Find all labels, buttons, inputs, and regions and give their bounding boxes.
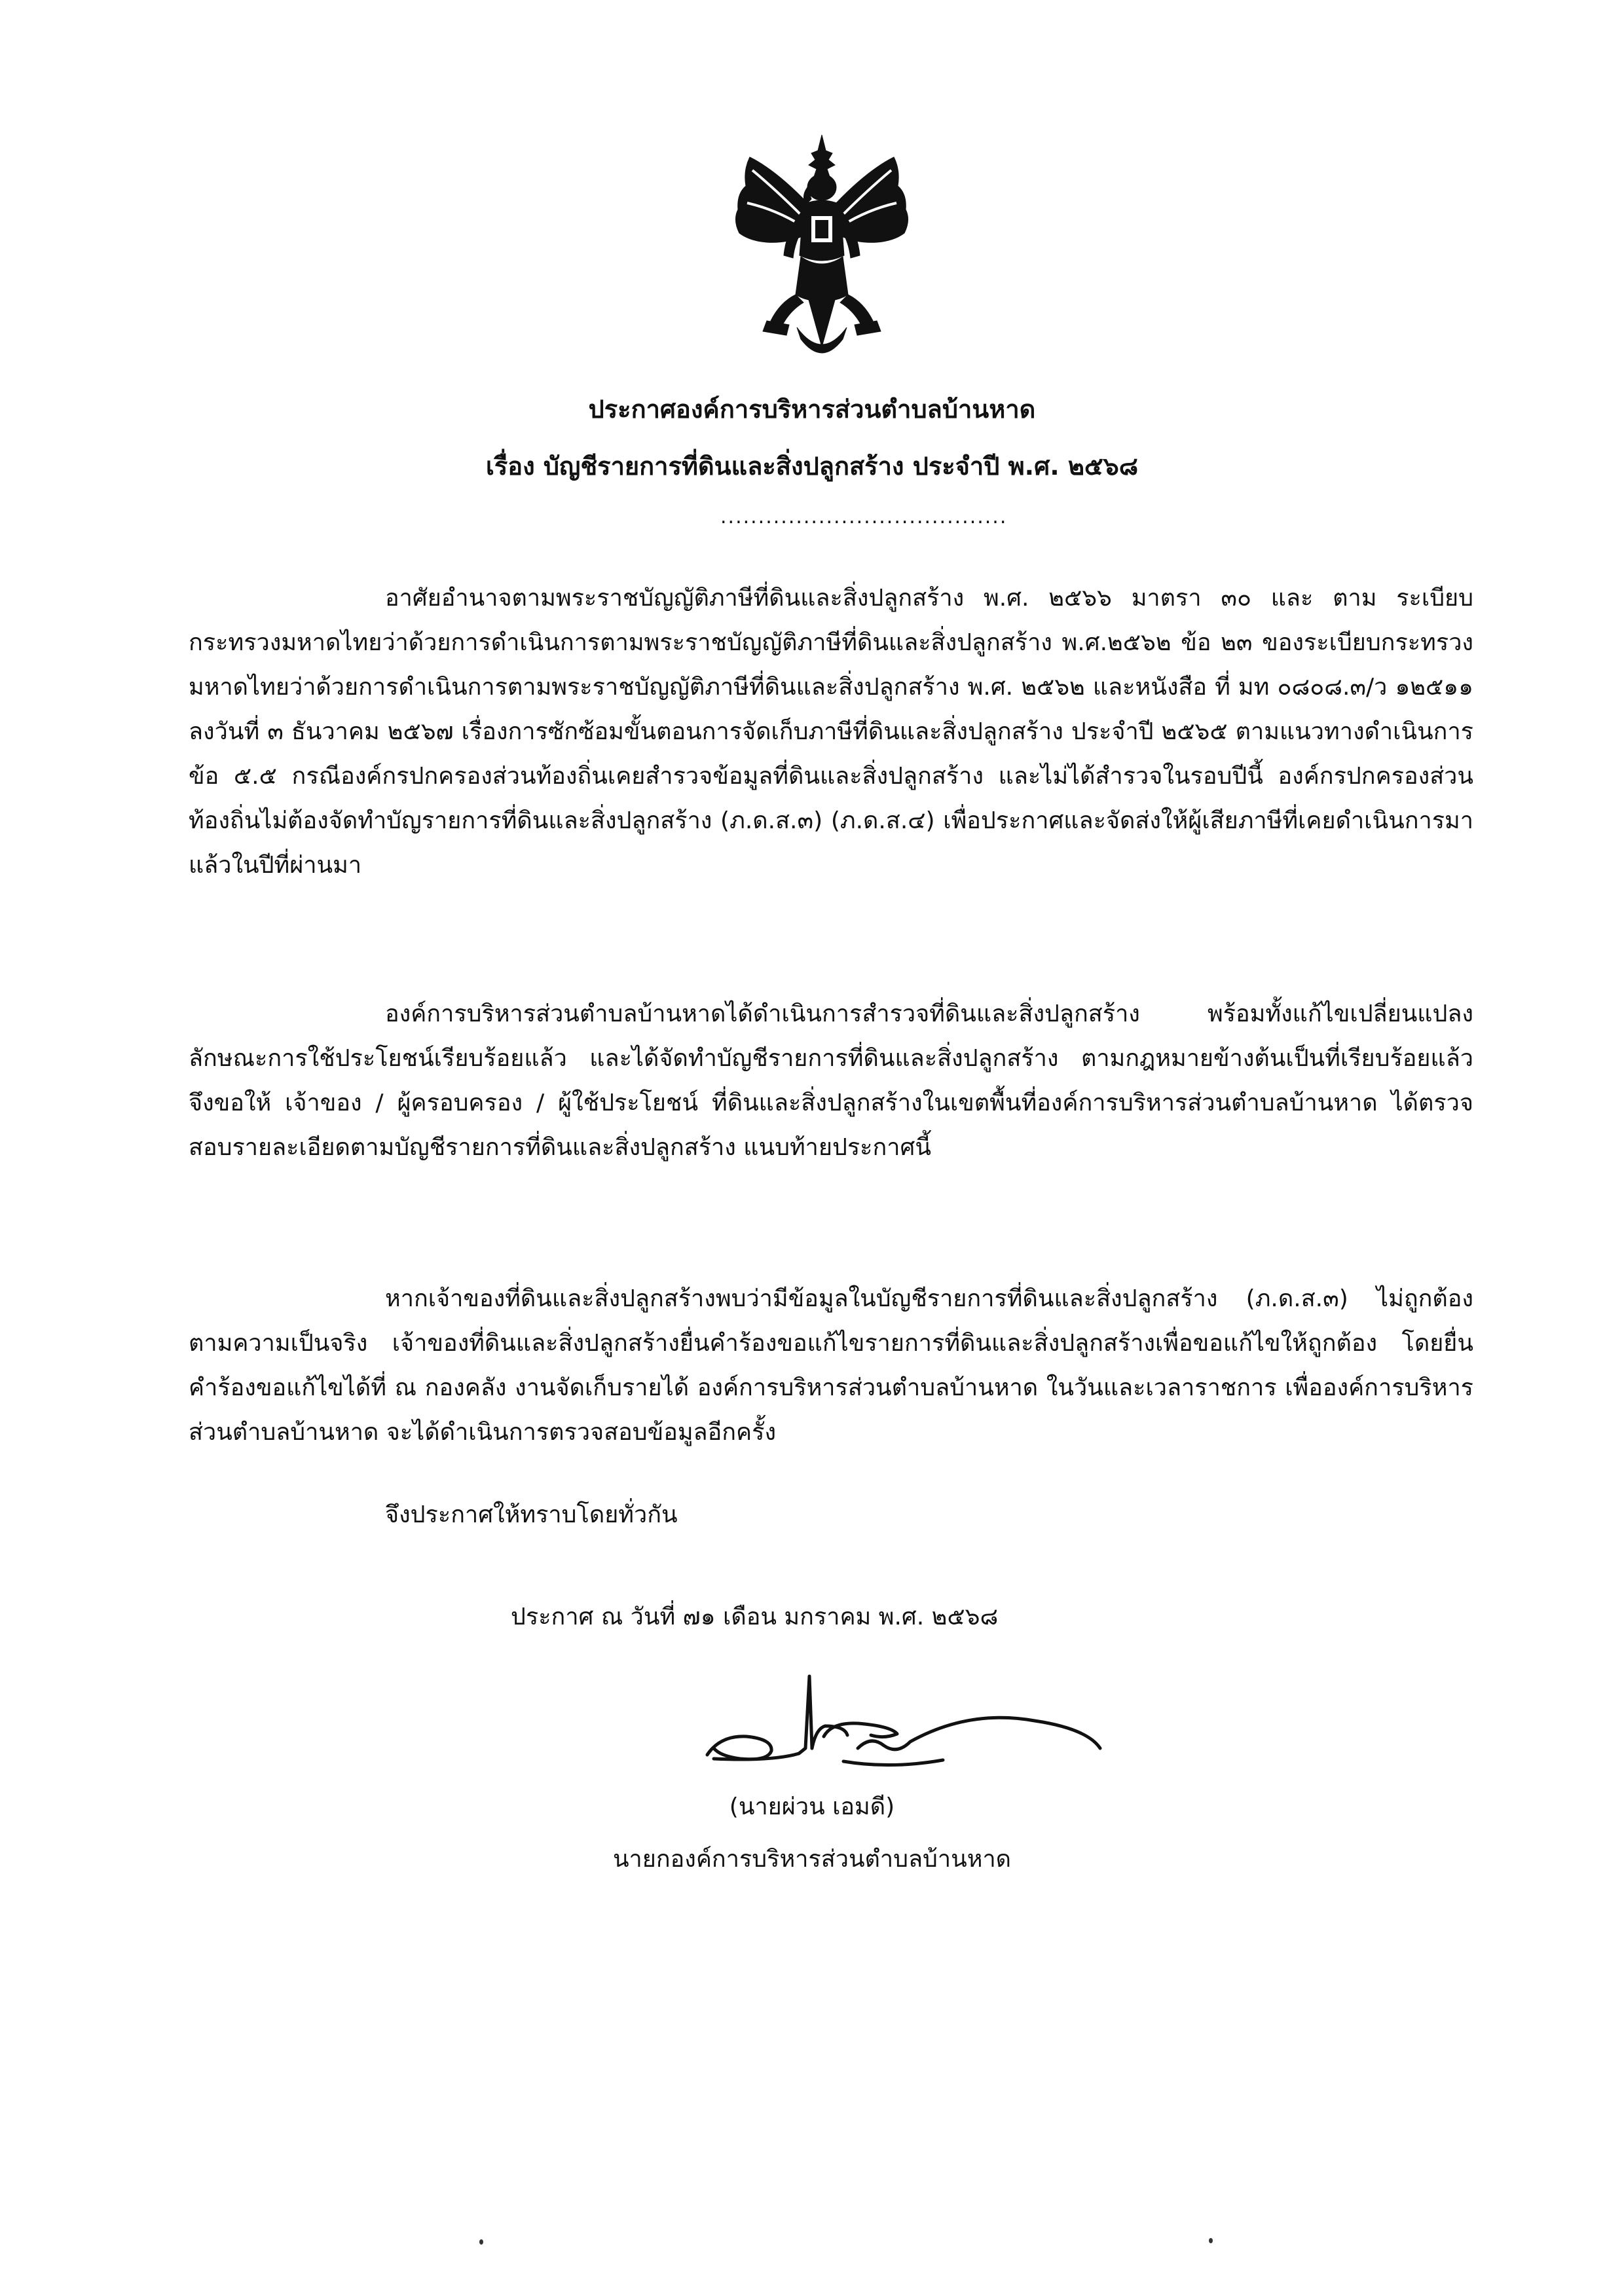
garuda-emblem-icon [730,131,913,373]
scan-speck [1209,2238,1213,2243]
signatory-name: (นายผ่วน เอมดี) [729,1793,895,1820]
body-paragraph-1: อาศัยอำนาจตามพระราชบัญญัติภาษีที่ดินและสิ่งปลูกสร้าง พ.ศ. ๒๕๖๖ มาตรา ๓๐ และ ตาม ระเบียบกระทรวงมหาดไทยว่าด้วยการดำเนินการตามพระราชบัญญัติภาษีที่ดินและสิ่งปลูกสร้าง พ.ศ.๒๕๖๒ ข้อ ๒๓ ของระเบียบกระทรวงมหาดไทยว่าด้วยการดำเนินการตามพระราชบัญญัติภาษีที่ดินและสิ่งปลูกสร้าง พ.ศ. ๒๕๖๒ และหนังสือ ที่ มท ๐๘๐๘.๓/ว ๑๒๕๑๑ ลงวันที่ ๓ ธันวาคม ๒๕๖๗ เรื่องการซักซ้อมขั้นตอนการจัดเก็บภาษีที่ดินและสิ่งปลูกสร้าง ประจำปี ๒๕๖๕ ตามแนวทางดำเนินการ ข้อ ๕.๕ กรณีองค์กรปกครองส่วนท้องถิ่นเคยสำรวจข้อมูลที่ดินและสิ่งปลูกสร้าง และไม่ได้สำรวจในรอบปีนี้ องค์กรปกครองส่วนท้องถิ่นไม่ต้องจัดทำบัญรายการที่ดินและสิ่งปลูกสร้าง (ภ.ด.ส.๓) (ภ.ด.ส.๔) เพื่อประกาศและจัดส่งให้ผู้เสียภาษีที่เคยดำเนินการมาแล้วในปีที่ผ่านมา [189,585,1473,879]
signatory-title: นายกองค์การบริหารส่วนตำบลบ้านหาด [612,1846,1012,1873]
scan-speck [479,2239,483,2245]
announcement-date: ประกาศ ณ วันที่ ๗๑ เดือน มกราคม พ.ศ. ๒๕๖๘ [511,1604,999,1630]
announcement-subject: เรื่อง บัญชีรายการที่ดินและสิ่งปลูกสร้าง ประจำปี พ.ศ. ๒๕๖๘ [485,452,1139,481]
body-paragraph-2: องค์การบริหารส่วนตำบลบ้านหาดได้ดำเนินการสำรวจที่ดินและสิ่งปลูกสร้าง พร้อมทั้งแก้ไขเปลี่ยนแปลงลักษณะการใช้ประโยชน์เรียบร้อยแล้ว และได้จัดทำบัญชีรายการที่ดินและสิ่งปลูกสร้าง ตามกฎหมายข้างต้นเป็นที่เรียบร้อยแล้ว จึงขอให้ เจ้าของ / ผู้ครอบครอง / ผู้ใช้ประโยชน์ ที่ดินและสิ่งปลูกสร้างในเขตพื้นที่องค์การบริหารส่วนตำบลบ้านหาด ได้ตรวจสอบรายละเอียดตามบัญชีรายการที่ดินและสิ่งปลูกสร้าง แนบท้ายประกาศนี้ [189,1001,1473,1161]
announcement-title: ประกาศองค์การบริหารส่วนตำบลบ้านหาด [588,395,1036,424]
body-paragraph-3: หากเจ้าของที่ดินและสิ่งปลูกสร้างพบว่ามีข้อมูลในบัญชีรายการที่ดินและสิ่งปลูกสร้าง (ภ.ด.ส.๓) ไม่ถูกต้องตามความเป็นจริง เจ้าของที่ดินและสิ่งปลูกสร้างยื่นคำร้องขอแก้ไขรายการที่ดินและสิ่งปลูกสร้างเพื่อขอแก้ไขให้ถูกต้อง โดยยื่นคำร้องขอแก้ไขได้ที่ ณ กองคลัง งานจัดเก็บรายได้ องค์การบริหารส่วนตำบลบ้านหาด ในวันและเวลาราชการ เพื่อองค์การบริหารส่วนตำบลบ้านหาด จะได้ดำเนินการตรวจสอบข้อมูลอีกครั้ง [189,1285,1473,1446]
title-separator: ...................................... [720,505,1008,528]
closing-statement: จึงประกาศให้ทราบโดยทั่วกัน [385,1501,678,1528]
handwritten-signature [694,1663,1113,1781]
